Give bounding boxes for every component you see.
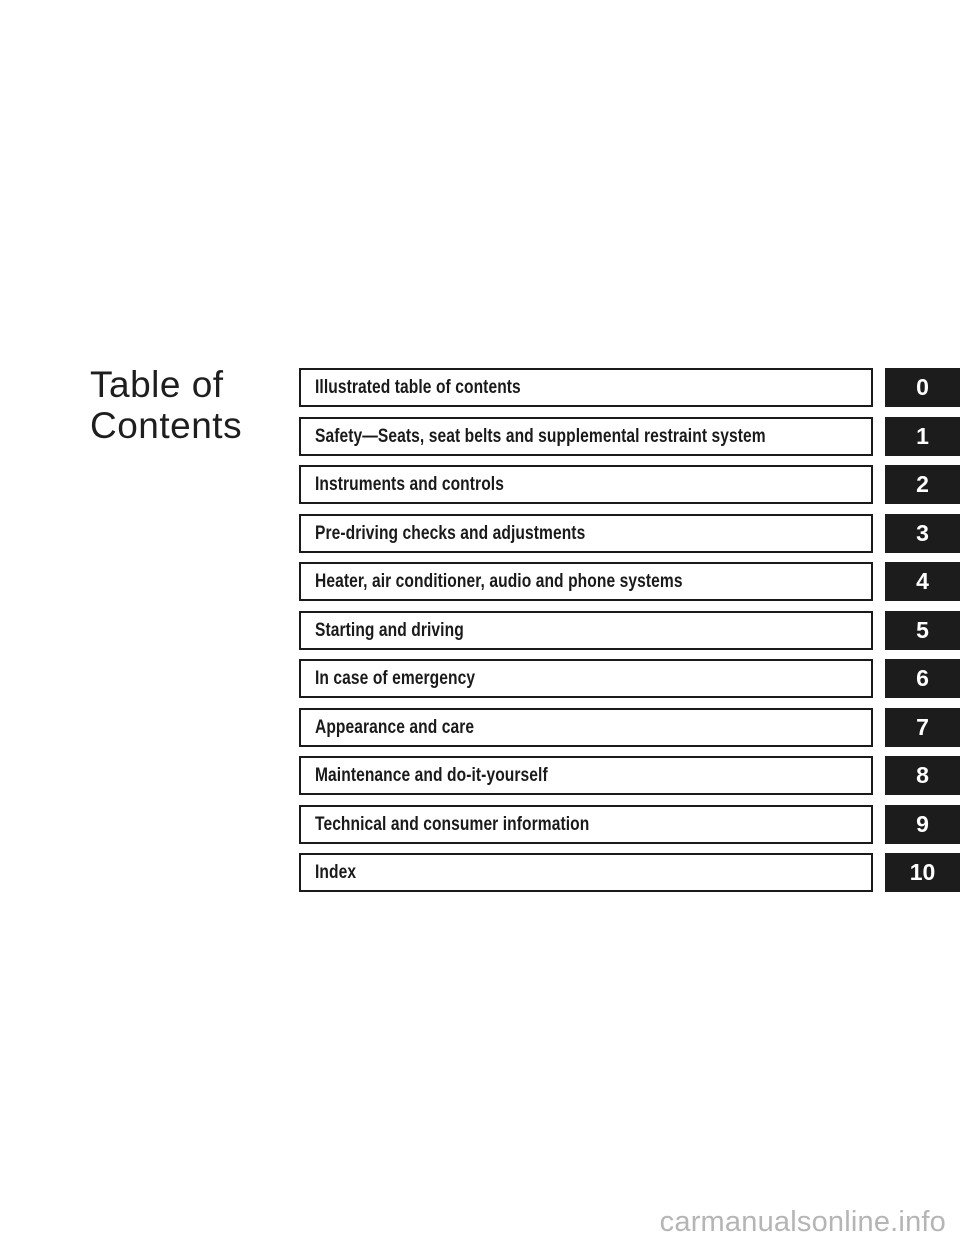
toc-section-tab[interactable]: 5 [885, 611, 960, 650]
toc-section-tab[interactable]: 0 [885, 368, 960, 407]
toc-section-tab[interactable]: 4 [885, 562, 960, 601]
toc-row-3[interactable] [299, 514, 960, 553]
toc-section-tab[interactable]: 6 [885, 659, 960, 698]
toc-row-4[interactable] [299, 562, 960, 601]
toc-label-box[interactable] [299, 708, 873, 747]
toc-label[interactable]: Starting and driving [315, 619, 464, 641]
toc-label[interactable]: Instruments and controls [315, 474, 504, 495]
toc-section-tab[interactable]: 2 [885, 465, 960, 504]
toc-row-7[interactable] [299, 708, 960, 747]
toc-label[interactable]: Safety—Seats, seat belts and supplemental restraint system [315, 425, 766, 447]
toc-row-2[interactable] [299, 465, 960, 504]
toc-section-tab[interactable]: 1 [885, 417, 960, 456]
toc-row-1[interactable] [299, 417, 960, 456]
toc-row-8[interactable] [299, 756, 960, 795]
toc-label-box[interactable] [299, 853, 873, 892]
page-title-line-1: Table of [90, 364, 224, 405]
watermark-text: carmanualsonline.info [659, 1206, 946, 1238]
toc-label-box[interactable] [299, 562, 873, 601]
toc-label[interactable]: Appearance and care [315, 716, 475, 738]
toc-label[interactable]: Heater, air conditioner, audio and phone systems [315, 571, 683, 592]
toc-list [299, 368, 960, 902]
toc-section-tab[interactable]: 3 [885, 514, 960, 553]
toc-section-tab[interactable]: 10 [885, 853, 960, 892]
toc-section-tab[interactable]: 7 [885, 708, 960, 747]
toc-label-box[interactable] [299, 514, 873, 553]
toc-label-box[interactable] [299, 368, 873, 407]
toc-label-box[interactable] [299, 756, 873, 795]
toc-row-10[interactable] [299, 853, 960, 892]
page-title [90, 364, 242, 446]
toc-label-box[interactable] [299, 417, 873, 456]
toc-row-6[interactable] [299, 659, 960, 698]
toc-label[interactable]: Technical and consumer information [315, 813, 590, 835]
toc-label-box[interactable] [299, 805, 873, 844]
toc-label-box[interactable] [299, 465, 873, 504]
toc-label[interactable]: In case of emergency [315, 668, 476, 689]
toc-section-tab[interactable]: 9 [885, 805, 960, 844]
toc-label[interactable]: Pre-driving checks and adjustments [315, 522, 586, 544]
toc-section-tab[interactable]: 8 [885, 756, 960, 795]
toc-row-0[interactable] [299, 368, 960, 407]
toc-row-9[interactable] [299, 805, 960, 844]
page-title-line-2: Contents [90, 405, 243, 446]
toc-label-box[interactable] [299, 611, 873, 650]
toc-label[interactable]: Maintenance and do-it-yourself [315, 765, 548, 786]
toc-label-box[interactable] [299, 659, 873, 698]
toc-row-5[interactable] [299, 611, 960, 650]
toc-label[interactable]: Illustrated table of contents [315, 377, 521, 398]
toc-label[interactable]: Index [315, 862, 357, 883]
